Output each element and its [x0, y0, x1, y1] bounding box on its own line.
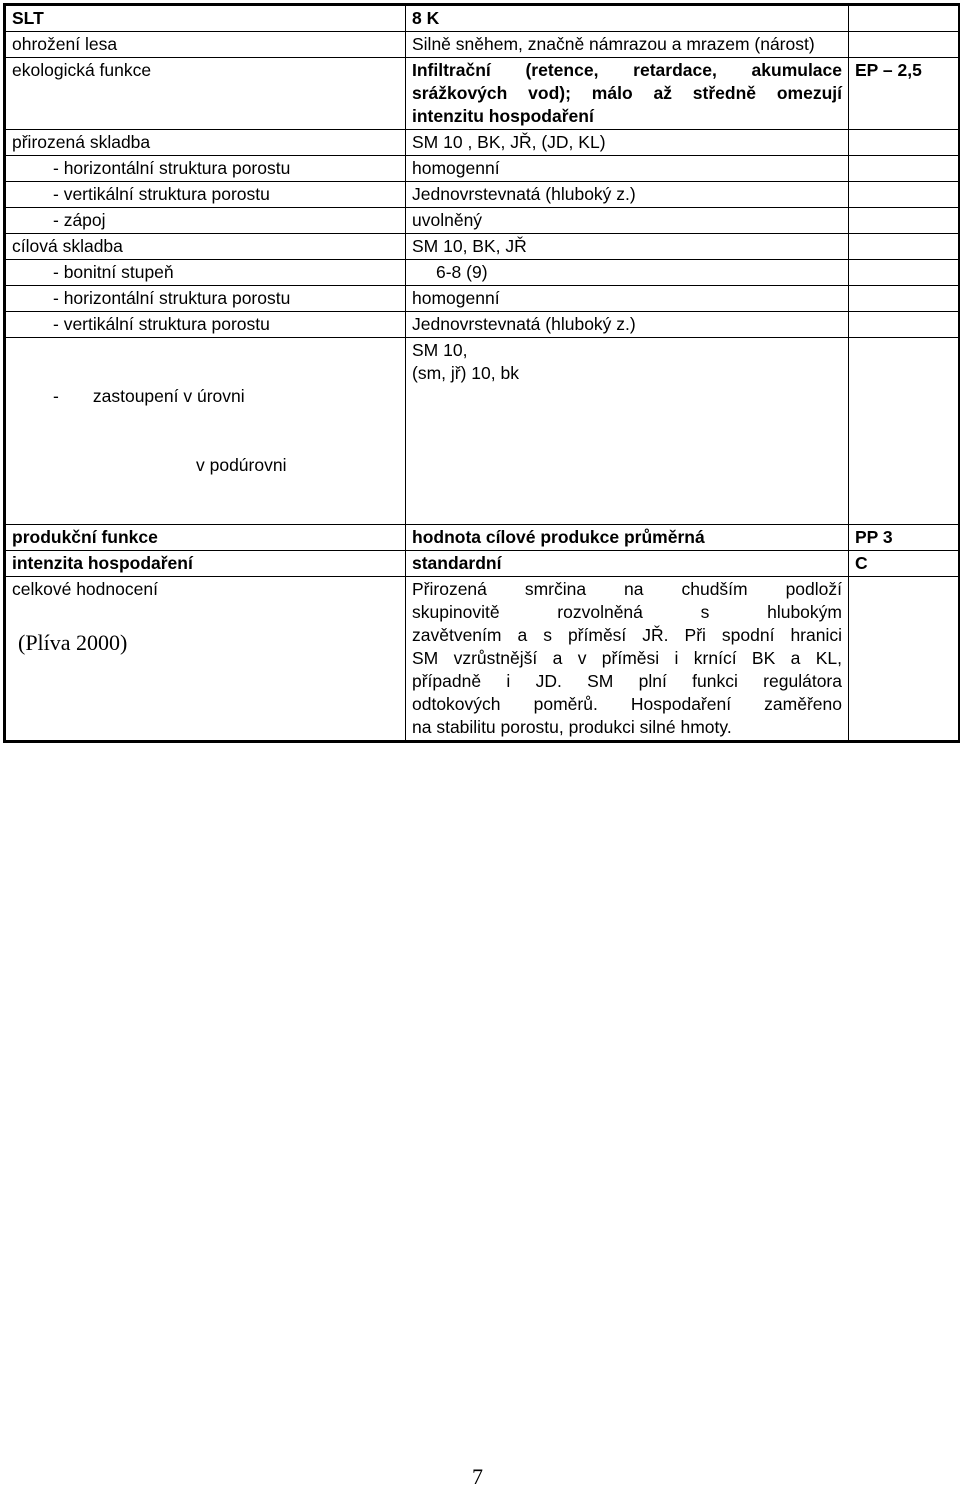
source-citation: (Plíva 2000) [18, 630, 128, 655]
zastoupeni-value-b: (sm, jř) 10, bk [412, 363, 519, 383]
cilova-label: cílová skladba [5, 234, 406, 260]
zastoupeni-side [849, 338, 960, 525]
cil-horiz-label: - horizontální struktura porostu [5, 286, 406, 312]
zapoj-label: - zápoj [5, 208, 406, 234]
ohrozeni-value: Silně sněhem, značně námrazou a mrazem (nárost) [406, 32, 849, 58]
cil-vert-side [849, 312, 960, 338]
row-zapoj [5, 208, 960, 234]
prirozena-value: SM 10 , BK, JŘ, (JD, KL) [406, 130, 849, 156]
celkove-label: celkové hodnocení [5, 577, 406, 742]
celkove-line: případně i JD. SM plní funkci regulátora [412, 671, 842, 691]
ekologicka-side: EP – 2,5 [849, 58, 960, 130]
row-prir-horiz [5, 156, 960, 182]
prir-vert-side [849, 182, 960, 208]
celkove-line: odtokových poměrů. Hospodaření zaměřeno [412, 694, 842, 714]
zastoupeni-label-a: - zastoupení v úrovni [53, 386, 245, 406]
celkove-line: Přirozená smrčina na chudším podloží [412, 579, 842, 599]
row-prirozena [5, 130, 960, 156]
slt-table [3, 3, 960, 743]
slt-side [849, 5, 960, 32]
ohrozeni-side [849, 32, 960, 58]
celkove-value [406, 577, 849, 742]
prirozena-label: přirozená skladba [5, 130, 406, 156]
ohrozeni-label: ohrožení lesa [5, 32, 406, 58]
row-bonitni [5, 260, 960, 286]
celkove-line: zavětvením a s příměsí JŘ. Při spodní hranici [412, 625, 842, 645]
row-zastoupeni [5, 338, 960, 525]
row-produkcni [5, 525, 960, 551]
zastoupeni-label [5, 338, 406, 525]
slt-label: SLT [5, 5, 406, 32]
intenzita-label: intenzita hospodaření [5, 551, 406, 577]
row-intenzita [5, 551, 960, 577]
ekologicka-label: ekologická funkce [5, 58, 406, 130]
intenzita-side: C [849, 551, 960, 577]
prirozena-side [849, 130, 960, 156]
zapoj-side [849, 208, 960, 234]
cil-vert-value: Jednovrstevnatá (hluboký z.) [406, 312, 849, 338]
cil-horiz-side [849, 286, 960, 312]
bonitni-label: - bonitní stupeň [5, 260, 406, 286]
ekologicka-line: srážkových vod); málo až středně omezují [412, 83, 842, 103]
page-number: 7 [472, 1464, 483, 1489]
prir-horiz-side [849, 156, 960, 182]
produkcni-side: PP 3 [849, 525, 960, 551]
cil-vert-label: - vertikální struktura porostu [5, 312, 406, 338]
row-cil-vert [5, 312, 960, 338]
produkcni-label: produkční funkce [5, 525, 406, 551]
row-slt [5, 5, 960, 32]
prir-horiz-value: homogenní [406, 156, 849, 182]
bonitni-value: 6-8 (9) [406, 260, 849, 286]
intenzita-value: standardní [406, 551, 849, 577]
celkove-side [849, 577, 960, 742]
row-cil-horiz [5, 286, 960, 312]
cilova-side [849, 234, 960, 260]
ekologicka-value [406, 58, 849, 130]
celkove-line: na stabilitu porostu, produkci silné hmoty. [412, 717, 732, 737]
bonitni-side [849, 260, 960, 286]
produkcni-value: hodnota cílové produkce průměrná [406, 525, 849, 551]
celkove-line: SM vzrůstnější a v příměsi i krnící BK a KL, [412, 648, 842, 668]
row-celkove [5, 577, 960, 742]
zastoupeni-value-a: SM 10, [412, 340, 468, 360]
ekologicka-line: Infiltrační (retence, retardace, akumulace [412, 60, 842, 80]
row-ekologicka [5, 58, 960, 130]
ekologicka-line: intenzitu hospodaření [412, 106, 594, 126]
prir-vert-value: Jednovrstevnatá (hluboký z.) [406, 182, 849, 208]
zapoj-value: uvolněný [406, 208, 849, 234]
zastoupeni-value [406, 338, 849, 525]
row-prir-vert [5, 182, 960, 208]
cil-horiz-value: homogenní [406, 286, 849, 312]
zastoupeni-label-b: v podúrovni [196, 455, 287, 475]
celkove-line: skupinovitě rozvolněná s hlubokým [412, 602, 842, 622]
row-cilova [5, 234, 960, 260]
slt-value: 8 K [406, 5, 849, 32]
cilova-value: SM 10, BK, JŘ [406, 234, 849, 260]
prir-vert-label: - vertikální struktura porostu [5, 182, 406, 208]
prir-horiz-label: - horizontální struktura porostu [5, 156, 406, 182]
row-ohrozeni [5, 32, 960, 58]
